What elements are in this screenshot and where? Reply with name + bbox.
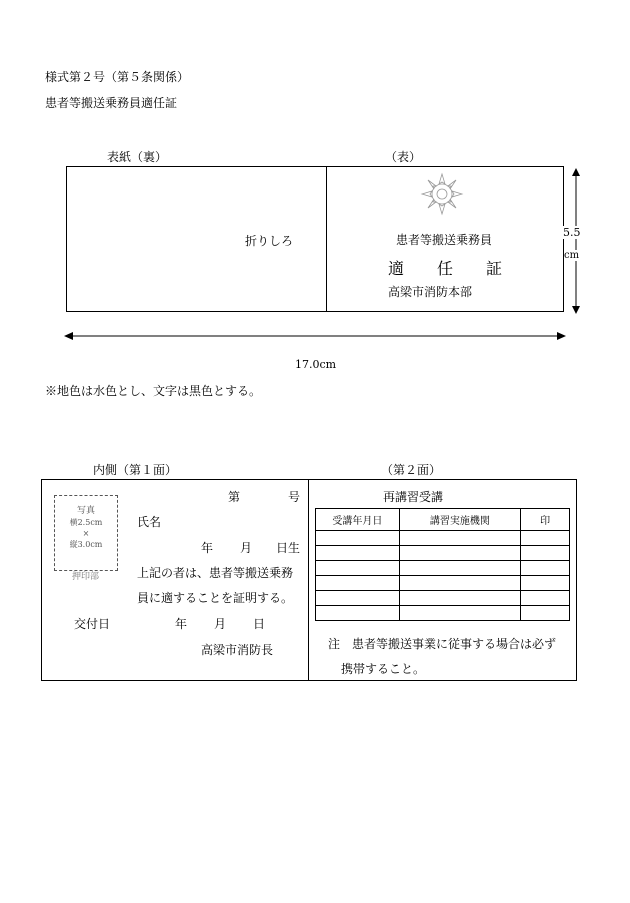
cover-front-label: （表） [385, 150, 422, 164]
retraining-table [315, 508, 570, 621]
height-arrow-icon [569, 168, 583, 314]
number-dai: 第 [228, 490, 241, 504]
table-cell[interactable] [316, 546, 400, 561]
birth-year: 年 [201, 541, 214, 555]
table-cell[interactable] [521, 531, 570, 546]
table-cell[interactable] [399, 531, 521, 546]
width-arrow-icon [64, 330, 566, 342]
issue-day: 日 [253, 617, 266, 631]
table-cell[interactable] [399, 591, 521, 606]
birth-month: 月 [240, 541, 253, 555]
table-cell[interactable] [521, 576, 570, 591]
page2-label: （第２面） [381, 463, 442, 477]
table-cell[interactable] [399, 546, 521, 561]
table-row [316, 591, 570, 606]
note-line-1: 注 患者等搬送事業に従事する場合は必ず [328, 637, 557, 651]
cover-cert-char-3: 証 [486, 259, 503, 278]
photo-placeholder [54, 495, 118, 571]
table-cell[interactable] [521, 591, 570, 606]
emblem-icon [420, 172, 464, 216]
birth-day: 日生 [276, 541, 301, 555]
issue-date-label: 交付日 [74, 617, 111, 631]
table-cell[interactable] [399, 576, 521, 591]
chief-title: 高梁市消防長 [201, 643, 274, 657]
issue-month: 月 [214, 617, 227, 631]
table-cell[interactable] [399, 606, 521, 621]
photo-stamp: 押印部 [72, 572, 100, 582]
cover-back-label: 表紙（裏） [107, 150, 168, 164]
cover-cert-char-1: 適 [388, 259, 405, 278]
page1-label: 内側（第１面） [93, 463, 178, 477]
fold-label: 折りしろ [245, 234, 294, 248]
height-label-num: 5.5 [563, 226, 581, 239]
table-cell[interactable] [399, 561, 521, 576]
issue-year: 年 [175, 617, 188, 631]
table-cell[interactable] [316, 576, 400, 591]
statement-line-2: 員に適することを証明する。 [137, 591, 294, 605]
cover-issuer: 高梁市消防本部 [388, 285, 473, 299]
table-cell[interactable] [316, 591, 400, 606]
photo-title: 写真 [76, 506, 95, 516]
width-label: 17.0cm [295, 358, 337, 371]
table-cell[interactable] [316, 606, 400, 621]
table-row [316, 546, 570, 561]
table-cell[interactable] [316, 531, 400, 546]
table-row [316, 561, 570, 576]
photo-times: × [82, 529, 90, 538]
statement-line-1: 上記の者は、患者等搬送乗務 [137, 566, 294, 580]
col-header-agency: 講習実施機関 [399, 509, 521, 531]
table-row [316, 606, 570, 621]
color-note: ※地色は水色とし、文字は黒色とする。 [45, 384, 262, 398]
photo-width: 横2.5cm [69, 518, 103, 527]
table-row [316, 531, 570, 546]
cover-role-text: 患者等搬送乗務員 [396, 233, 493, 247]
note-line-2: 携帯すること。 [341, 662, 426, 676]
inside-fold-line [308, 479, 309, 681]
retraining-title: 再講習受講 [383, 490, 444, 504]
col-header-seal: 印 [521, 509, 570, 531]
number-go: 号 [288, 490, 301, 504]
col-header-date: 受講年月日 [316, 509, 400, 531]
fold-line [326, 166, 327, 312]
name-label: 氏名 [137, 515, 162, 529]
table-row [316, 576, 570, 591]
table-cell[interactable] [521, 561, 570, 576]
photo-height: 縦3.0cm [69, 540, 103, 549]
height-label-unit: cm [564, 250, 580, 261]
table-cell[interactable] [316, 561, 400, 576]
form-title: 患者等搬送乗務員適任証 [45, 96, 178, 110]
cover-cert-char-2: 任 [437, 259, 454, 278]
form-number: 様式第２号（第５条関係） [45, 70, 190, 84]
table-cell[interactable] [521, 606, 570, 621]
table-cell[interactable] [521, 546, 570, 561]
